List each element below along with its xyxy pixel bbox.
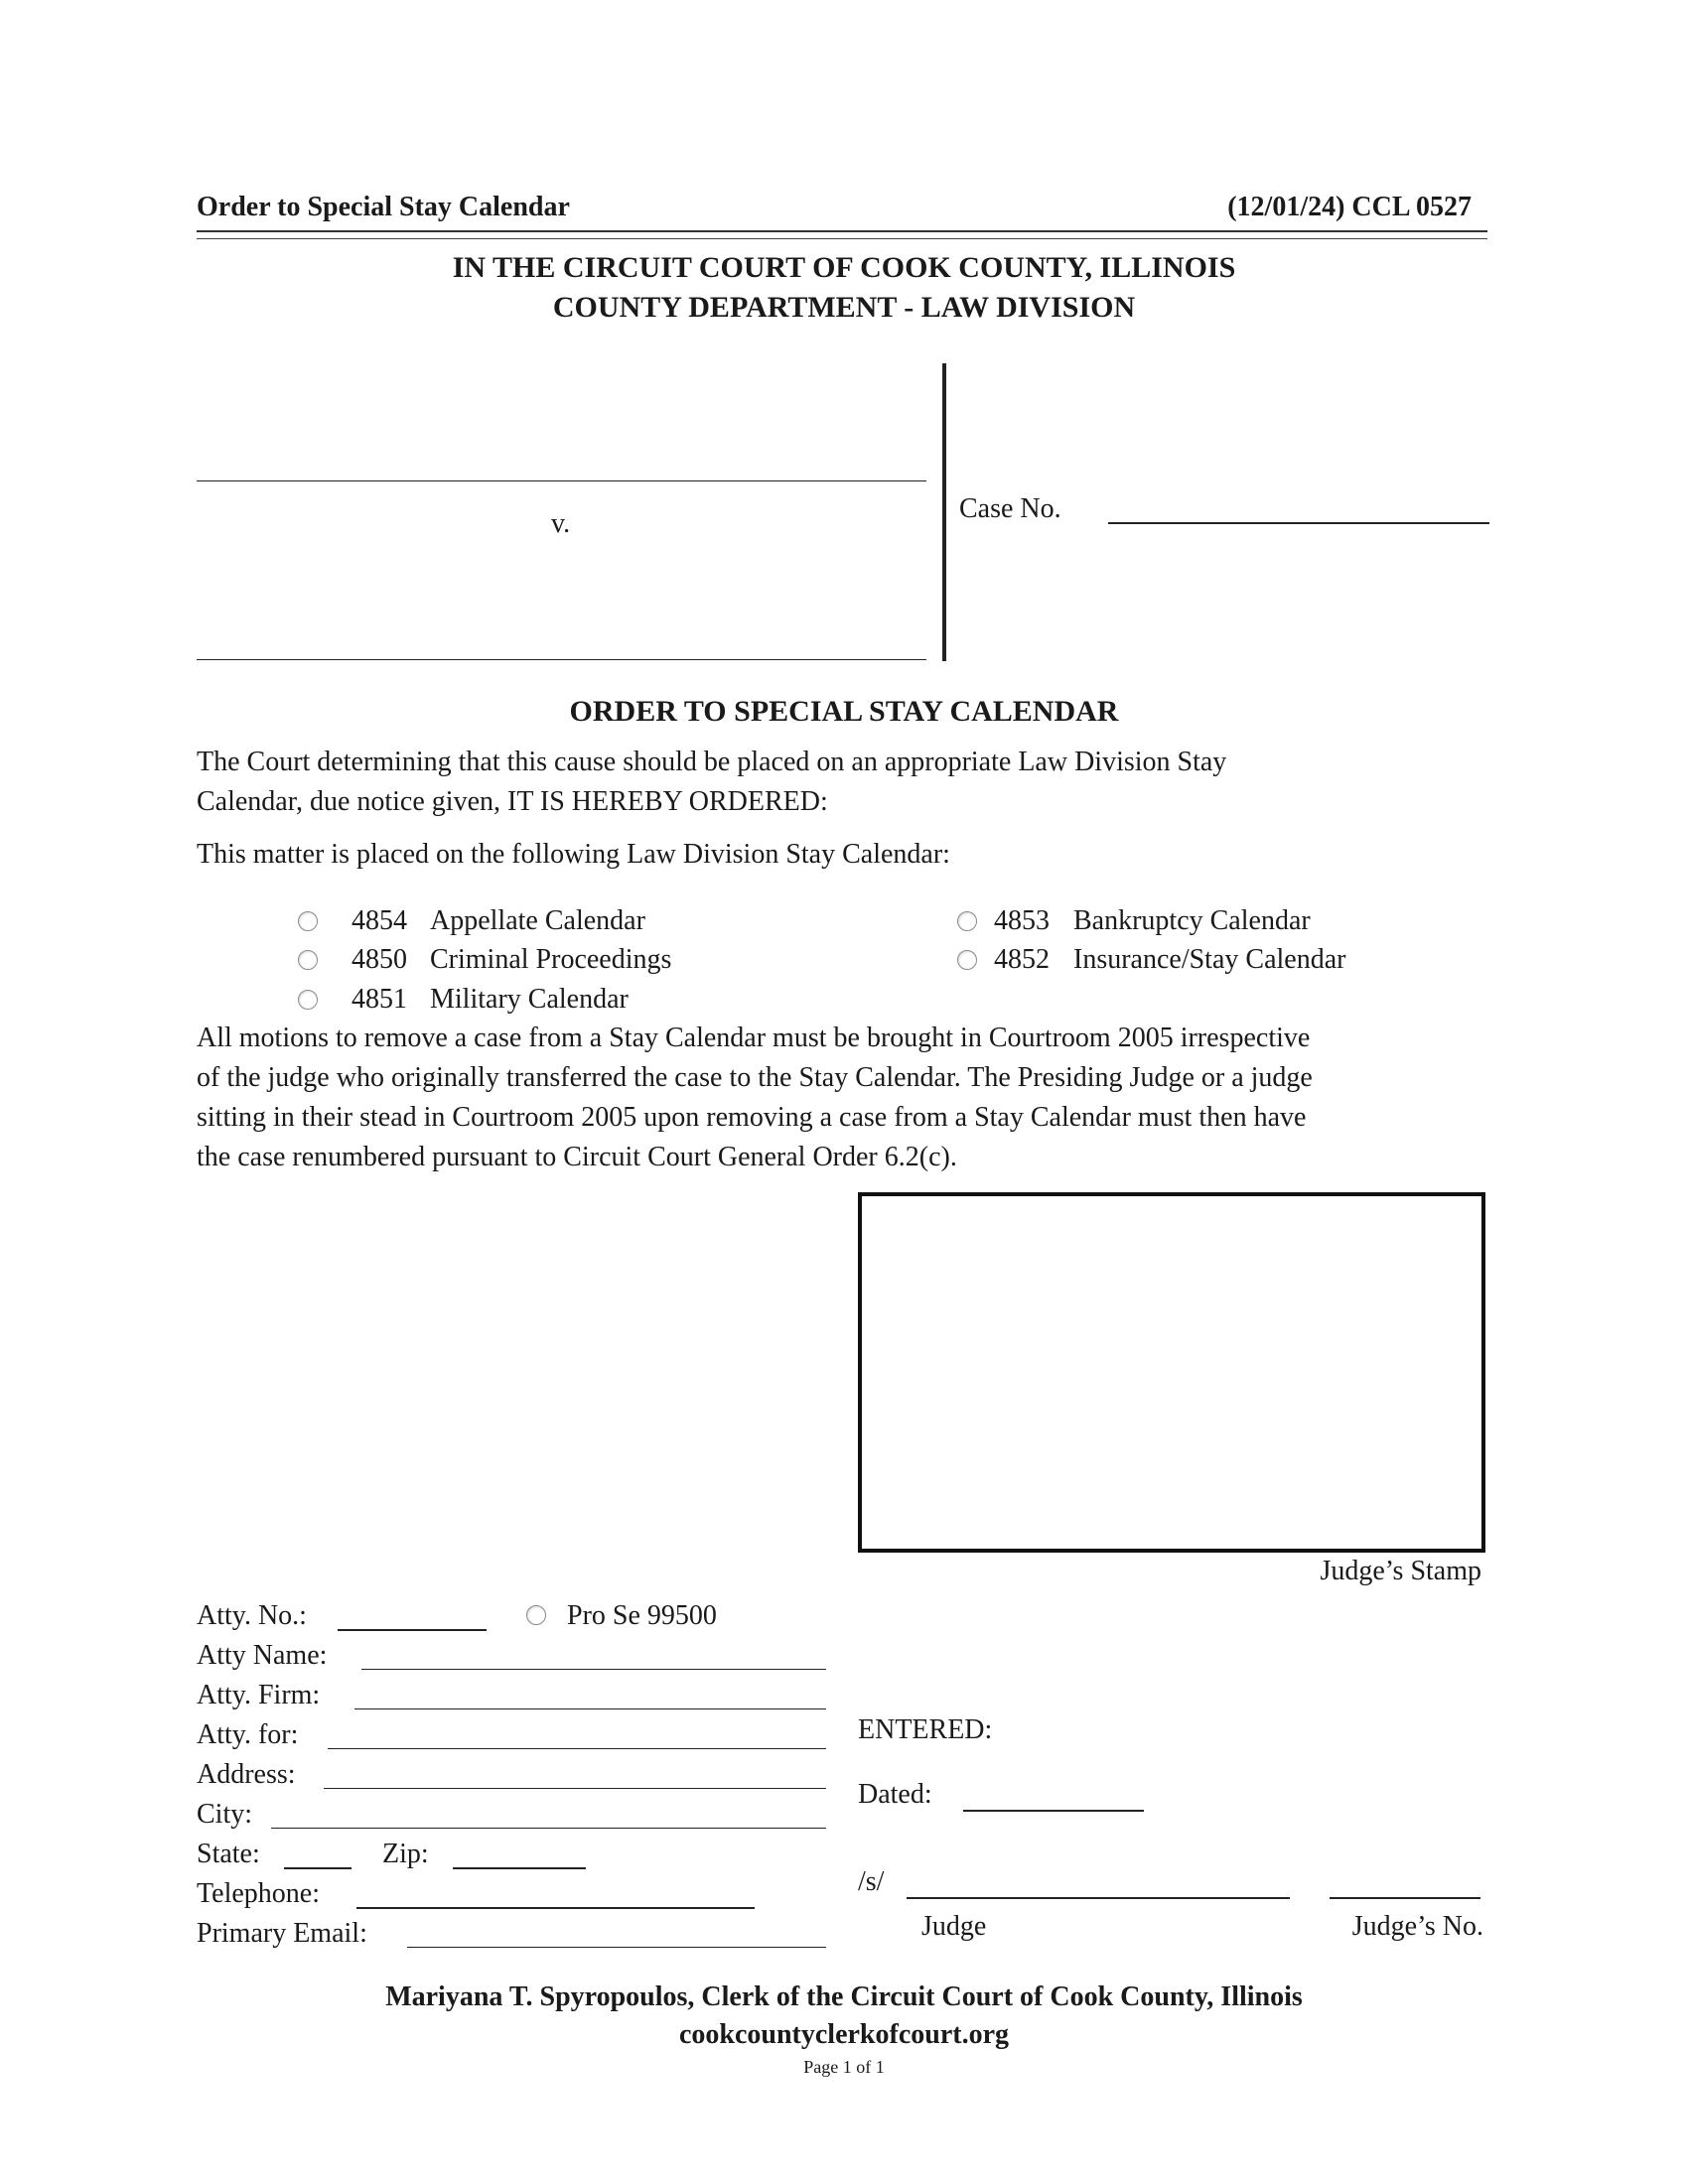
plaintiff-line[interactable]	[197, 480, 926, 481]
judge-stamp-label: Judge’s Stamp	[1320, 1556, 1481, 1586]
header-rule-bottom	[197, 238, 1487, 239]
order-title: ORDER TO SPECIAL STAY CALENDAR	[569, 695, 1119, 728]
court-department: COUNTY DEPARTMENT - LAW DIVISION	[552, 291, 1136, 324]
address-field[interactable]	[324, 1788, 826, 1789]
city-field[interactable]	[271, 1828, 826, 1829]
email-label: Primary Email:	[197, 1918, 367, 1949]
motions-line-3: sitting in their stead in Courtroom 2005 upon removing a case from a Stay Calendar must then have	[197, 1102, 1307, 1133]
page-number: Page 1 of 1	[803, 2057, 885, 2077]
entered-label: ENTERED:	[858, 1714, 993, 1745]
state-field[interactable]	[284, 1867, 352, 1869]
option-label-criminal: Criminal Proceedings	[430, 944, 672, 975]
atty-name-label: Atty Name:	[197, 1640, 328, 1671]
caption-divider	[942, 363, 946, 661]
city-label: City:	[197, 1799, 253, 1830]
option-label-insurance: Insurance/Stay Calendar	[1073, 944, 1346, 975]
zip-label: Zip:	[382, 1839, 429, 1869]
dated-label: Dated:	[858, 1779, 932, 1810]
option-code-4853: 4853	[994, 905, 1050, 936]
judge-no-label: Judge’s No.	[1351, 1911, 1483, 1942]
email-field[interactable]	[407, 1947, 826, 1948]
pro-se-radio[interactable]	[526, 1605, 546, 1625]
judge-stamp-box	[858, 1192, 1485, 1553]
pro-se-label: Pro Se 99500	[567, 1600, 717, 1631]
motions-line-4: the case renumbered pursuant to Circuit Court General Order 6.2(c).	[197, 1142, 957, 1172]
court-name: IN THE CIRCUIT COURT OF COOK COUNTY, ILLINOIS	[452, 251, 1236, 284]
case-no-label: Case No.	[959, 493, 1061, 524]
atty-firm-field[interactable]	[354, 1708, 826, 1709]
zip-field[interactable]	[453, 1867, 586, 1869]
option-label-appellate: Appellate Calendar	[430, 905, 645, 936]
state-label: State:	[197, 1839, 260, 1869]
option-code-4850: 4850	[352, 944, 407, 975]
form-code: (12/01/24) CCL 0527	[1227, 192, 1472, 222]
radio-4851[interactable]	[298, 990, 318, 1010]
option-label-bankruptcy: Bankruptcy Calendar	[1073, 905, 1311, 936]
judge-signature-field[interactable]	[907, 1897, 1290, 1899]
telephone-field[interactable]	[356, 1907, 755, 1909]
option-label-military: Military Calendar	[430, 984, 629, 1015]
atty-for-field[interactable]	[328, 1748, 826, 1749]
clerk-name: Mariyana T. Spyropoulos, Clerk of the Circuit Court of Cook County, Illinois	[385, 1981, 1303, 2012]
atty-name-field[interactable]	[361, 1669, 826, 1670]
header-rule-top	[197, 230, 1487, 232]
motions-line-1: All motions to remove a case from a Stay Calendar must be brought in Courtroom 2005 irrespective	[197, 1023, 1311, 1053]
defendant-line[interactable]	[197, 659, 926, 660]
judge-label: Judge	[921, 1911, 987, 1942]
radio-4854[interactable]	[298, 911, 318, 931]
option-code-4854: 4854	[352, 905, 407, 936]
atty-for-label: Atty. for:	[197, 1719, 299, 1750]
versus-label: v.	[551, 508, 571, 539]
option-code-4851: 4851	[352, 984, 407, 1015]
radio-4853[interactable]	[957, 911, 977, 931]
judge-no-field[interactable]	[1330, 1897, 1480, 1899]
intro-line-1: The Court determining that this cause should be placed on an appropriate Law Division Stay	[197, 747, 1227, 777]
case-no-field[interactable]	[1108, 522, 1489, 524]
signature-prefix: /s/	[858, 1866, 885, 1897]
atty-no-field[interactable]	[338, 1629, 487, 1631]
radio-4852[interactable]	[957, 950, 977, 970]
intro-line-2: Calendar, due notice given, IT IS HEREBY ORDERED:	[197, 786, 828, 817]
option-code-4852: 4852	[994, 944, 1050, 975]
radio-4850[interactable]	[298, 950, 318, 970]
telephone-label: Telephone:	[197, 1878, 320, 1909]
address-label: Address:	[197, 1759, 296, 1790]
motions-line-2: of the judge who originally transferred the case to the Stay Calendar. The Presiding Judge or a judge	[197, 1062, 1313, 1093]
clerk-website[interactable]: cookcountyclerkofcourt.org	[678, 2019, 1010, 2050]
dated-field[interactable]	[963, 1810, 1144, 1812]
form-title: Order to Special Stay Calendar	[197, 192, 570, 222]
placed-text: This matter is placed on the following Law Division Stay Calendar:	[197, 839, 950, 870]
atty-firm-label: Atty. Firm:	[197, 1680, 321, 1710]
atty-no-label: Atty. No.:	[197, 1600, 307, 1631]
